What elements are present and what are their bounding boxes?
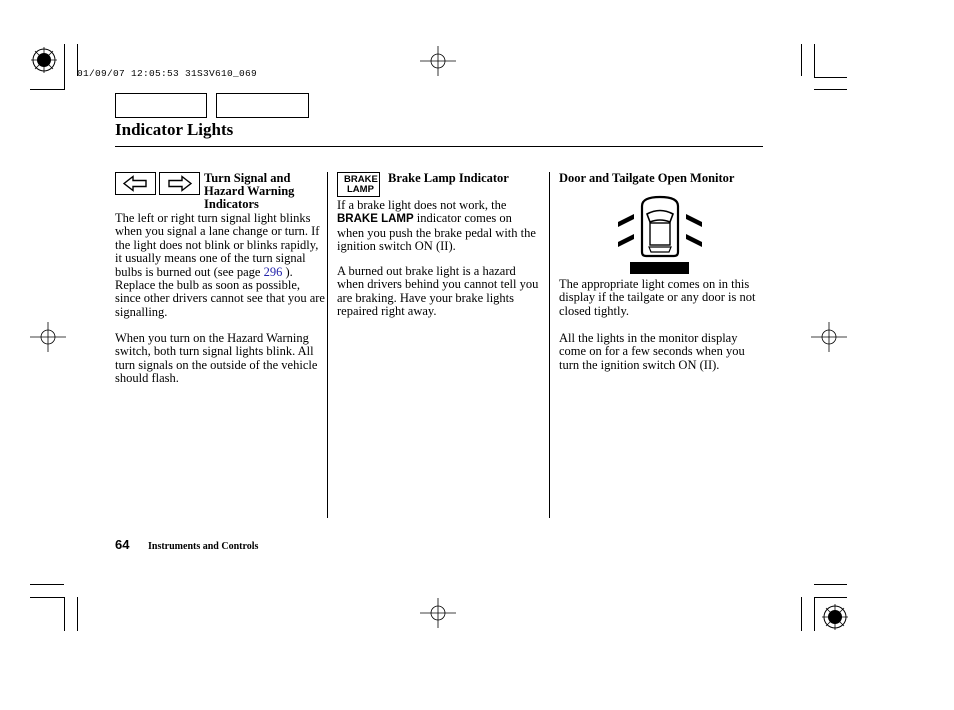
crosshair-right-icon	[811, 322, 847, 352]
title-rule	[115, 146, 763, 147]
door-monitor-heading: Door and Tailgate Open Monitor	[559, 171, 735, 185]
brake-lamp-heading: Brake Lamp Indicator	[388, 171, 509, 185]
brake-lamp-indicator-icon: BRAKE LAMP	[337, 172, 380, 197]
registration-target-bottom-right-icon	[819, 601, 851, 633]
header-tab-2	[216, 93, 309, 118]
registration-target-top-left-icon	[28, 44, 60, 76]
page-reference-link[interactable]: 296	[263, 264, 283, 279]
right-turn-arrow-icon	[159, 172, 200, 195]
crosshair-left-icon	[30, 322, 66, 352]
column-divider-2	[549, 172, 550, 518]
left-turn-arrow-icon	[115, 172, 156, 195]
car-door-monitor-icon	[612, 192, 708, 276]
brake-lamp-label: BRAKE LAMP	[337, 213, 414, 226]
door-monitor-paragraph-2: All the lights in the monitor display come on for a few seconds when you turn the ignition switch ON (II).	[559, 331, 745, 372]
brake-lamp-paragraph-1: If a brake light does not work, the BRAKE LAMP indicator comes on when you push the brake pedal with the ignition switch ON (II).	[337, 198, 536, 254]
turn-signal-paragraph-2: When you turn on the Hazard Warning switch, both turn signal lights blink. All turn signals on the outside of the vehicle should flash.	[115, 331, 318, 386]
column-divider-1	[327, 172, 328, 518]
print-stamp: 01/09/07 12:05:53 31S3V610_069	[77, 68, 258, 79]
crosshair-bottom-icon	[420, 598, 456, 628]
crosshair-top-icon	[420, 46, 456, 76]
page-title: Indicator Lights	[115, 120, 234, 139]
door-monitor-paragraph-1: The appropriate light comes on in this display if the tailgate or any door is not closed tightly.	[559, 277, 756, 318]
brake-lamp-paragraph-2: A burned out brake light is a hazard when drivers behind you cannot tell you are braking. Have your brake lights repaired right away.	[337, 264, 539, 319]
turn-signal-paragraph-1: The left or right turn signal light blinks when you signal a lane change or turn. If the light does not blink or blinks rapidly, it usually means one of the turn signal bulbs is burned out (see page 296 ). Replace the bulb as soon as possible, since other drivers cannot see that you are signalling.	[115, 211, 325, 319]
header-tab-1	[115, 93, 207, 118]
page-number: 64	[115, 537, 130, 552]
turn-signal-heading: Turn Signal and Hazard Warning Indicators	[204, 171, 295, 211]
section-label: Instruments and Controls	[148, 541, 259, 552]
